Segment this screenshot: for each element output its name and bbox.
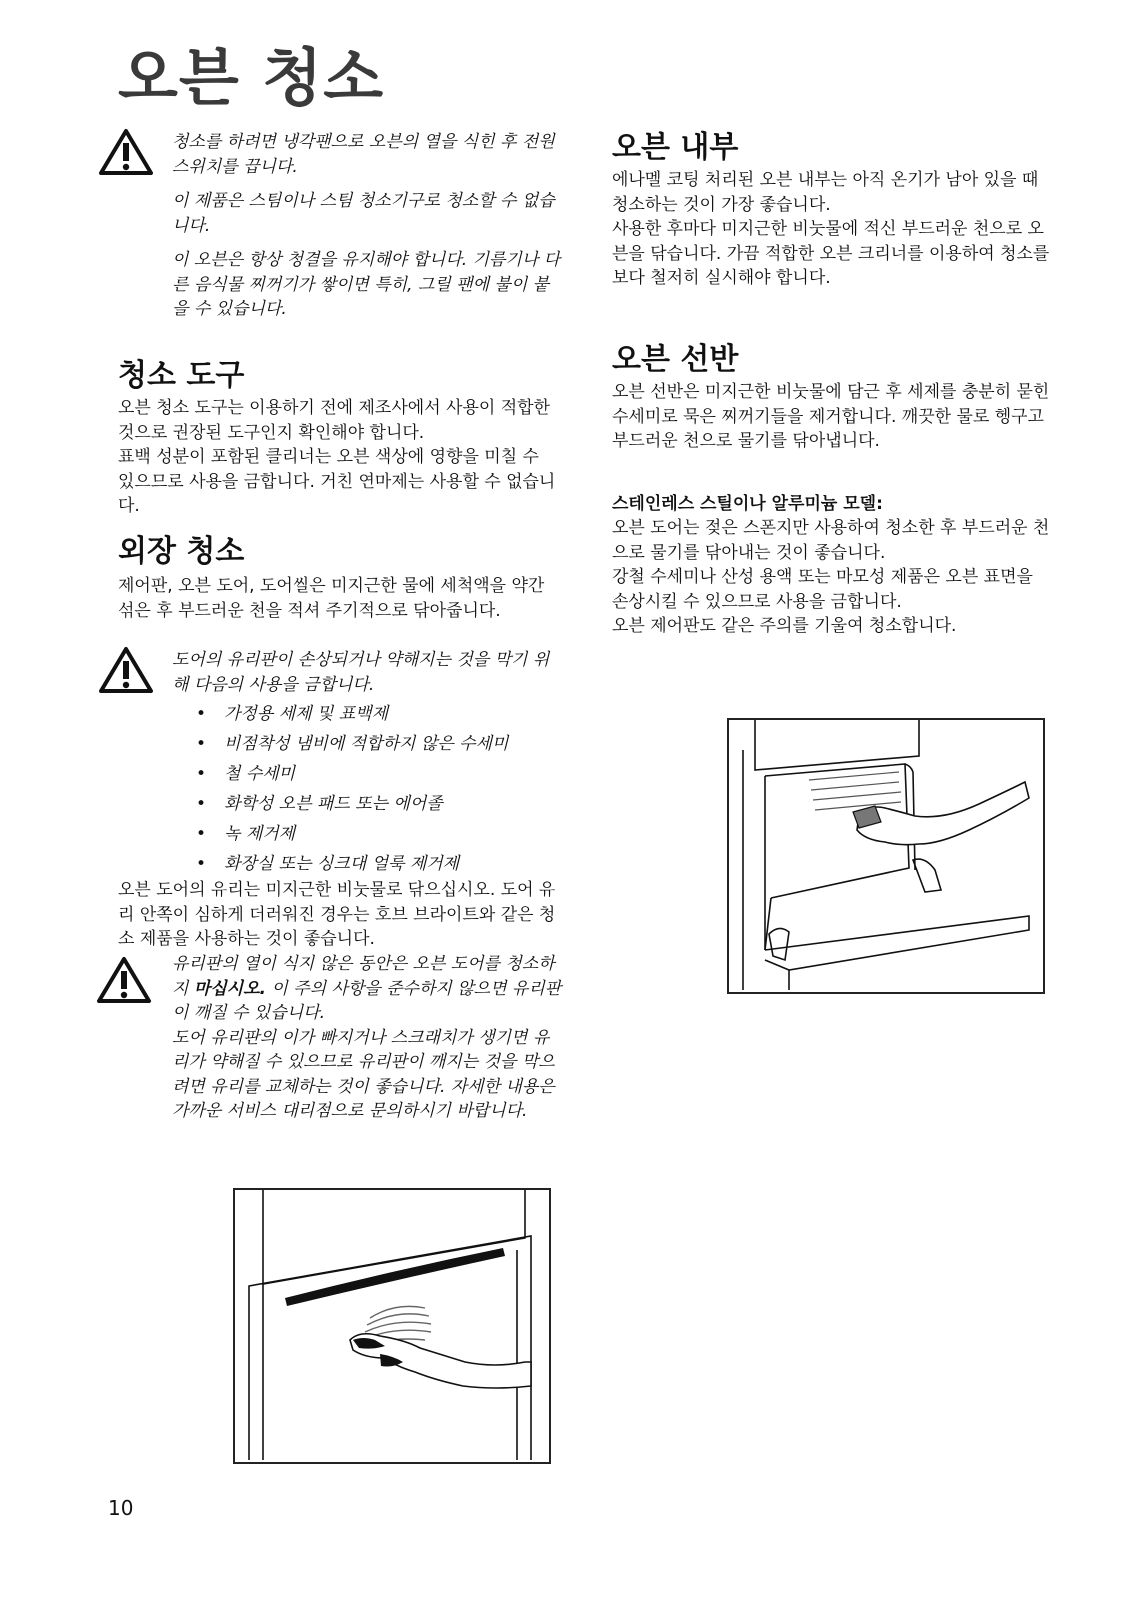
paragraph: 오븐 선반은 미지근한 비눗물에 담근 후 세제를 충분히 묻힌 수세미로 묵은 찌꺼기들을 제거합니다. 깨끗한 물로 헹구고 부드러운 천으로 물기를 닦아냅니다. <box>612 382 1050 451</box>
emphasis: 마십시오. <box>193 978 266 999</box>
list-item: • 철 수세미 <box>196 764 296 784</box>
section-heading-exterior: 외장 청소 <box>118 534 245 569</box>
list-item: • 녹 제거제 <box>196 824 296 844</box>
paragraph: 오븐 제어판도 같은 주의를 기울여 청소합니다. <box>612 616 957 636</box>
warning-block-2 <box>172 648 562 697</box>
list-item: • 비점착성 냄비에 적합하지 않은 수세미 <box>196 734 509 754</box>
oven-interior-figure <box>727 718 1045 994</box>
tools-text <box>118 396 560 519</box>
section-heading-shelves: 오븐 선반 <box>612 342 739 377</box>
warning-icon <box>96 956 152 1004</box>
section-heading-stainless: 스테인레스 스틸이나 알루미늄 모델: <box>612 494 883 514</box>
oven-door-figure <box>233 1188 551 1464</box>
warning-block-3 <box>172 952 562 1124</box>
warning-text: 도어 유리판의 이가 빠지거나 스크래치가 생기면 유리가 약해질 수 있으므로 유리판이 깨지는 것을 막으려면 유리를 교체하는 것이 좋습니다. 자세한 내용은 가까운 서비스 대리점으로 문의하시기 바랍니다. <box>172 1027 555 1121</box>
warning-text: 청소를 하려면 냉각팬으로 오븐의 열을 식힌 후 전원 스위치를 끕니다. <box>172 132 555 177</box>
stainless-text <box>612 516 1054 639</box>
interior-text <box>612 168 1054 291</box>
paragraph: 사용한 후마다 미지근한 비눗물에 적신 부드러운 천으로 오븐을 닦습니다. 가끔 적합한 오븐 크리너를 이용하여 청소를 보다 철저히 실시해야 합니다. <box>612 219 1050 288</box>
warning-text: 도어의 유리판이 손상되거나 약해지는 것을 막기 위해 다음의 사용을 금합니다. <box>172 650 550 695</box>
paragraph: 오븐 도어의 유리는 미지근한 비눗물로 닦으십시오. 도어 유리 안쪽이 심하게 더러워진 경우는 호브 브라이트와 같은 청소 제품을 사용하는 것이 좋습니다. <box>118 880 556 949</box>
list-item: • 화장실 또는 싱크대 얼룩 제거제 <box>196 854 460 874</box>
page-number: 10 <box>108 1496 134 1520</box>
paragraph: 오븐 도어는 젖은 스폰지만 사용하여 청소한 후 부드러운 천으로 물기를 닦아내는 것이 좋습니다. <box>612 518 1050 563</box>
warning-text: 이 오븐은 항상 청결을 유지해야 합니다. 기름기나 다른 음식물 찌꺼기가 쌓이면 특히, 그릴 팬에 불이 붙을 수 있습니다. <box>172 250 561 319</box>
paragraph: 오븐 청소 도구는 이용하기 전에 제조사에서 사용이 적합한 것으로 권장된 도구인지 확인해야 합니다. <box>118 398 550 443</box>
warning-icon <box>98 128 154 176</box>
paragraph: 제어판, 오븐 도어, 도어씰은 미지근한 물에 세척액을 약간 섞은 후 부드러운 천을 적셔 주기적으로 닦아줍니다. <box>118 576 545 621</box>
hand-near-hot-oven-door-illustration <box>235 1190 549 1462</box>
list-item: • 가정용 세제 및 표백제 <box>196 704 389 724</box>
warning-text: 유리판의 열이 식지 않은 동안은 오븐 도어를 청소하지 마십시오. 이 주의 사항을 준수하지 않으면 유리판이 깨질 수 있습니다. <box>172 954 562 1023</box>
paragraph: 에나멜 코팅 처리된 오븐 내부는 아직 온기가 남아 있을 때 청소하는 것이 가장 좋습니다. <box>612 170 1039 215</box>
page-title: 오븐 청소 <box>118 41 385 114</box>
paragraph: 표백 성분이 포함된 클리너는 오븐 색상에 영향을 미칠 수 있으므로 사용을 금합니다. 거친 연마제는 사용할 수 없습니다. <box>118 447 556 516</box>
hand-cleaning-oven-interior-illustration <box>729 720 1043 992</box>
list-item: • 화학성 오븐 패드 또는 에어졸 <box>196 794 443 814</box>
section-heading-interior: 오븐 내부 <box>612 130 739 165</box>
paragraph: 강철 수세미나 산성 용액 또는 마모성 제품은 오븐 표면을 손상시킬 수 있으므로 사용을 금합니다. <box>612 567 1033 612</box>
section-heading-tools: 청소 도구 <box>118 358 245 393</box>
exterior-text <box>118 574 560 623</box>
glass-text <box>118 878 560 952</box>
warning-icon <box>98 646 154 694</box>
warning-block-1 <box>172 130 562 332</box>
forbidden-list <box>194 702 554 882</box>
warning-text: 이 제품은 스팀이나 스팀 청소기구로 청소할 수 없습니다. <box>172 191 555 236</box>
shelves-text <box>612 380 1054 454</box>
